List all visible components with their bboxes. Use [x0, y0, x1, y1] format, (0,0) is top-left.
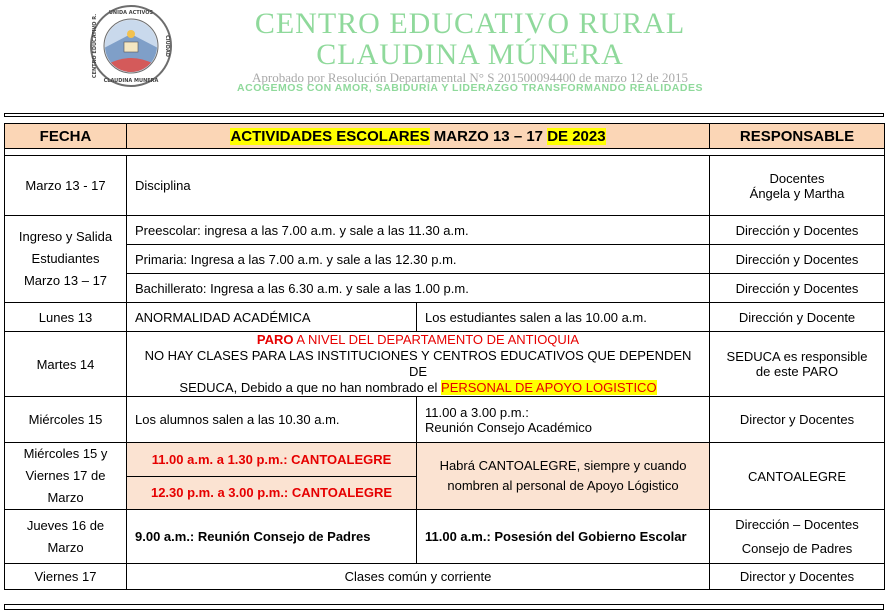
table-row	[5, 510, 885, 564]
school-motto: ACOGEMOS CON AMOR, SABIDURÍA Y LIDERAZGO TRANSFORMANDO REALIDADES	[237, 82, 703, 94]
header-actividades	[127, 124, 710, 149]
row-actividad: Primaria: Ingresa a las 7.00 a.m. y sale a las 12.30 p.m.	[127, 245, 710, 274]
table-row	[5, 303, 885, 332]
nota-line: Habrá CANTOALEGRE, siempre y cuando	[439, 458, 687, 473]
header-fecha: FECHA	[5, 124, 127, 149]
row-responsable: Dirección y Docentes	[710, 216, 885, 245]
row-actividad-detalle	[417, 397, 710, 443]
row-actividad: Los alumnos salen a las 10.30 a.m.	[127, 397, 417, 443]
table-row	[5, 443, 885, 477]
paro-word: PARO	[256, 332, 294, 347]
logo-ring-left: CENTRO EDUCATIVO R.	[92, 13, 98, 79]
logo-ring-right: CIUDAD	[164, 35, 170, 57]
spacer-row	[5, 149, 885, 156]
actividad-line: 11.00 a 3.00 p.m.:	[425, 404, 529, 420]
nota-line: nombren al personal de Apoyo Lógistico	[447, 478, 679, 493]
row-actividad-detalle: Los estudiantes salen a las 10.00 a.m.	[417, 303, 710, 332]
row-responsable: Dirección y Docentes	[710, 274, 885, 303]
row-fecha: Miércoles 15	[5, 397, 127, 443]
row-responsable: CANTOALEGRE	[710, 443, 885, 510]
table-header-row	[5, 124, 885, 149]
table-row	[5, 156, 885, 216]
row-fecha: Martes 14	[5, 332, 127, 397]
fecha-line: Marzo 13 – 17	[23, 273, 108, 288]
responsable-line: SEDUCA es responsible	[726, 349, 868, 364]
personal-apoyo-highlight: PERSONAL DE APOYO LOGISTICO	[441, 380, 657, 395]
row-responsable: Director y Docentes	[710, 564, 885, 590]
schedule-table	[4, 123, 885, 590]
table-row	[5, 564, 885, 590]
table-row	[5, 245, 885, 274]
fecha-line: Jueves 16 de	[26, 517, 105, 533]
responsable-line: de este PARO	[755, 364, 839, 379]
table-row	[5, 332, 885, 397]
row-actividad	[127, 332, 710, 397]
fecha-line: Miércoles 15 y	[23, 446, 108, 461]
table-row	[5, 274, 885, 303]
row-responsable: Director y Docentes	[710, 397, 885, 443]
school-name-line1: CENTRO EDUCATIVO RURAL	[254, 7, 686, 40]
school-shield-logo	[86, 4, 176, 88]
row-actividad: Bachillerato: Ingresa a las 6.30 a.m. y sale a las 1.00 p.m.	[127, 274, 710, 303]
row-responsable	[710, 332, 885, 397]
header-actividades-part1: ACTIVIDADES ESCOLARES	[230, 127, 430, 145]
turno-cantoalegre: 11.00 a.m. a 1.30 p.m.: CANTOALEGRE	[127, 443, 417, 477]
row-actividad: Preescolar: ingresa a las 7.00 a.m. y sale a las 11.30 a.m.	[127, 216, 710, 245]
actividad-line: NO HAY CLASES PARA LAS INSTITUCIONES Y CENTROS EDUCATIVOS QUE DEPENDEN DE	[144, 348, 692, 379]
footer-divider	[4, 604, 884, 610]
row-responsable	[710, 510, 885, 564]
row-actividad: 9.00 a.m.: Reunión Consejo de Padres	[127, 510, 417, 564]
paro-line	[135, 332, 701, 348]
fecha-line: Ingreso y Salida	[18, 229, 113, 244]
row-fecha: Lunes 13	[5, 303, 127, 332]
turno-cantoalegre: 12.30 p.m. a 3.00 p.m.: CANTOALEGRE	[127, 476, 417, 510]
logo-ring-top: UNIDA ACTIVOS	[108, 10, 154, 16]
actividad-text: SEDUCA, Debido a que no han nombrado el	[179, 380, 442, 395]
header-divider	[4, 113, 884, 117]
actividad-line: Reunión Consejo Académico	[425, 419, 592, 435]
row-responsable: Dirección y Docentes	[710, 245, 885, 274]
header-actividades-part3: DE 2023	[547, 127, 606, 145]
school-name-line2: CLAUDINA MÚNERA	[316, 38, 624, 71]
row-fecha	[5, 510, 127, 564]
fecha-line: Marzo	[47, 490, 84, 505]
row-actividad: Disciplina	[127, 156, 710, 216]
row-actividad: ANORMALIDAD ACADÉMICA	[127, 303, 417, 332]
row-fecha: Marzo 13 - 17	[5, 156, 127, 216]
table-row	[5, 216, 885, 245]
table-row	[5, 397, 885, 443]
responsable-line: Consejo de Padres	[741, 540, 853, 556]
fecha-line: Marzo	[47, 539, 84, 555]
row-fecha	[5, 443, 127, 510]
responsable-line: Ángela y Martha	[749, 185, 845, 201]
header-actividades-part2: MARZO 13 – 17	[429, 127, 548, 145]
row-responsable: Dirección y Docente	[710, 303, 885, 332]
fecha-line: Viernes 17 de	[25, 468, 106, 483]
paro-rest: A NIVEL DEL DEPARTAMENTO DE ANTIOQUIA	[293, 332, 580, 347]
actividad-line	[135, 380, 701, 396]
responsable-line: Dirección – Docentes	[735, 516, 859, 532]
approval-resolution: Aprobado por Resolución Departamental N° S 201500094400 de marzo 12 de 2015	[252, 70, 688, 85]
responsable-line: Docentes	[769, 170, 825, 186]
row-fecha	[5, 216, 127, 303]
header-responsable: RESPONSABLE	[710, 124, 885, 149]
logo-ring-bottom: CLAUDINA MUNERA	[103, 78, 159, 84]
fecha-line: Estudiantes	[31, 251, 100, 266]
row-fecha: Viernes 17	[5, 564, 127, 590]
row-actividad-detalle	[417, 443, 710, 510]
row-actividad-detalle: 11.00 a.m.: Posesión del Gobierno Escolar	[417, 510, 710, 564]
row-actividad: Clases común y corriente	[127, 564, 710, 590]
row-responsable	[710, 156, 885, 216]
